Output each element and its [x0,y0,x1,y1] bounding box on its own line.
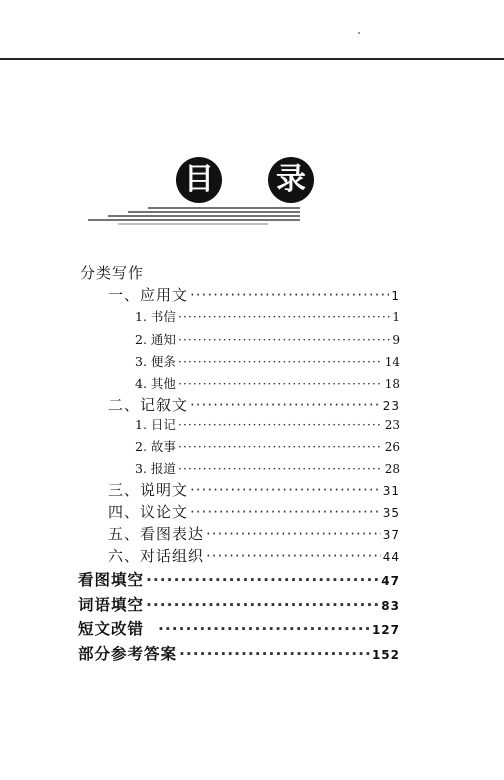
toc-entry-page: 14 [384,355,400,369]
toc-chapter[interactable] [78,568,400,590]
leader-dots [178,417,383,432]
leader-dots [190,481,381,499]
leader-dots [190,286,389,304]
leader-dots [178,461,383,476]
leader-dots [178,309,390,324]
toc-chapter-page: 47 [381,574,400,588]
toc-entry-label: 4. 其他 [135,376,176,391]
toc-entry-page: 28 [384,462,400,476]
toc-entry[interactable] [135,459,400,477]
toc-entry-label: 二、记叙文 [108,396,189,414]
toc-entry-page: 44 [382,550,400,564]
toc-entry[interactable] [135,330,400,348]
toc-entry-label: 1. 书信 [135,309,176,324]
toc-entry[interactable] [135,307,400,325]
toc-entry[interactable] [108,545,400,566]
leader-dots [146,596,379,614]
toc-entry-page: 23 [382,399,400,413]
toc-entry-page: 31 [382,484,400,498]
toc-entry-label: 六、对话组织 [108,547,205,565]
toc-entry[interactable] [108,523,400,544]
leader-dots [206,547,381,565]
toc-entry[interactable] [108,479,400,500]
toc-chapter-page: 83 [381,599,400,613]
part-title-text: 分类写作 [80,264,145,282]
leader-dots [190,396,381,414]
leader-dots [190,503,381,521]
toc-entry[interactable] [108,284,400,305]
toc-chapter[interactable] [78,593,400,615]
toc-entry-page: 9 [392,333,400,347]
leader-dots [158,620,370,638]
toc-entry[interactable] [135,352,400,370]
leader-dots [206,525,381,543]
toc-entry-label: 3. 报道 [135,461,176,476]
title-char-2: 录 [276,162,306,197]
leader-dots [178,376,383,391]
toc-entry-page: 23 [384,418,400,432]
toc-entry[interactable] [135,415,400,433]
toc-chapter[interactable] [78,642,400,664]
toc-entry[interactable] [108,501,400,522]
toc-entry[interactable] [135,374,400,392]
toc-entry-label: 一、应用文 [108,286,189,304]
toc-entry-label: 四、议论文 [108,503,189,521]
toc-entry-page: 1 [391,289,400,303]
toc-entry[interactable] [108,394,400,415]
toc-entry-label: 1. 日记 [135,417,176,432]
leader-dots [178,439,383,454]
toc-chapter-page: 152 [371,648,400,662]
toc-entry-label: 五、看图表达 [108,525,205,543]
toc-chapter-label: 部分参考答案 [78,645,178,663]
toc-entry[interactable] [135,437,400,455]
toc-entry-page: 26 [384,440,400,454]
leader-dots [178,332,390,347]
toc-entry-page: 1 [392,310,400,324]
toc-chapter[interactable] [78,617,400,639]
title-char-1: 目 [184,162,214,197]
toc-entry-page: 37 [382,528,400,542]
leader-dots [178,354,383,369]
toc-chapter-label: 看图填空 [78,571,145,589]
toc-chapter-label: 词语填空 [78,596,145,614]
toc-entry-label: 3. 便条 [135,354,176,369]
leader-dots [146,571,379,589]
part-title [80,262,144,283]
toc-chapter-label: 短文改错 [78,620,145,638]
toc-entry-label: 三、说明文 [108,481,189,499]
toc-entry-label: 2. 故事 [135,439,176,454]
toc-chapter-page: 127 [371,623,400,637]
toc-entry-label: 2. 通知 [135,332,176,347]
leader-dots [179,645,370,663]
toc-entry-page: 35 [382,506,400,520]
toc-entry-page: 18 [384,377,400,391]
